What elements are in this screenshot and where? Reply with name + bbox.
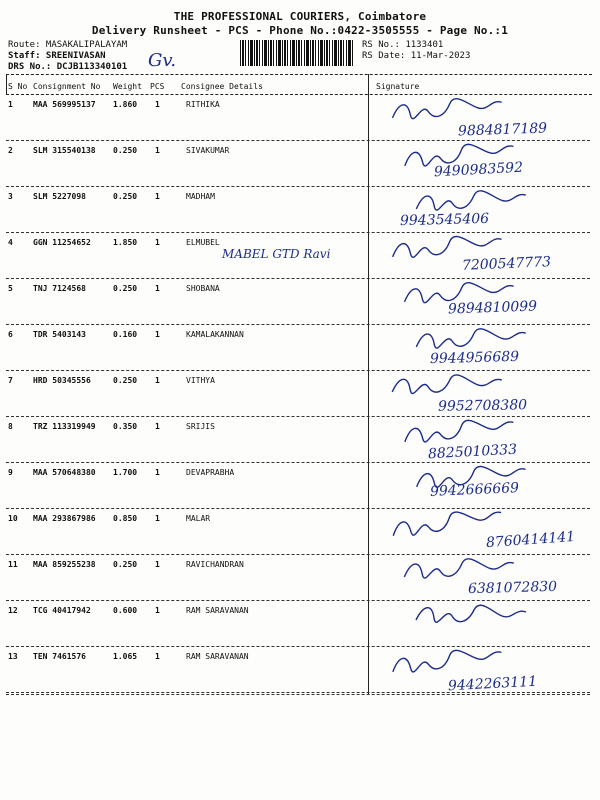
handwritten-phone: 9944956689 — [429, 348, 520, 368]
table-row — [0, 192, 600, 238]
pcs-cell: 1 — [155, 330, 160, 339]
pcs-cell: 1 — [155, 560, 160, 569]
handwritten-phone: 8825010333 — [427, 441, 518, 463]
consignment-cell: MAA 570648380 — [33, 468, 96, 477]
sno-cell: 8 — [8, 422, 13, 431]
consignment-cell: TNJ 7124568 — [33, 284, 86, 293]
pcs-cell: 1 — [155, 376, 160, 385]
pcs-cell: 1 — [155, 192, 160, 201]
weight-cell: 1.860 — [113, 100, 138, 109]
pcs-cell: 1 — [155, 284, 160, 293]
sno-cell: 3 — [8, 192, 13, 201]
col-weight: Weight — [113, 82, 142, 91]
sno-cell: 9 — [8, 468, 13, 477]
consignee-cell: ELMUBEL — [186, 238, 220, 247]
consignment-cell: MAA 569995137 — [33, 100, 96, 109]
pcs-cell: 1 — [155, 422, 160, 431]
weight-cell: 0.250 — [113, 560, 138, 569]
consignment-cell: SLM 5227098 — [33, 192, 86, 201]
sno-cell: 11 — [8, 560, 18, 569]
consignee-cell: SIVAKUMAR — [186, 146, 230, 155]
weight-cell: 0.250 — [113, 284, 138, 293]
consignee-cell: MADHAM — [186, 192, 215, 201]
consignee-cell: SRIJIS — [186, 422, 215, 431]
sno-cell: 1 — [8, 100, 13, 109]
consignee-cell: VITHYA — [186, 376, 215, 385]
row-divider — [6, 600, 590, 601]
rs-no-label: RS No.: 1133401 — [362, 40, 444, 50]
table-row — [0, 330, 600, 376]
sno-cell: 7 — [8, 376, 13, 385]
consignment-cell: SLM 315540138 — [33, 146, 96, 155]
signature-scribble — [387, 92, 509, 126]
pcs-cell: 1 — [155, 514, 160, 523]
row-divider — [6, 692, 590, 693]
staff-label: Staff: SREENIVASAN — [8, 51, 106, 61]
handwritten-phone: 9490983592 — [433, 159, 524, 181]
consignee-cell: SHOBANA — [186, 284, 220, 293]
weight-cell: 1.065 — [113, 652, 138, 661]
col-pcs: PCS — [150, 82, 165, 91]
handwritten-phone: 9884817189 — [457, 120, 548, 140]
table-row — [0, 606, 600, 652]
sno-cell: 4 — [8, 238, 13, 247]
sno-cell: 2 — [8, 146, 13, 155]
drs-label: DRS No.: DCJB113340101 — [8, 62, 128, 72]
handwritten-phone: 9942666669 — [429, 480, 520, 500]
pcs-cell: 1 — [155, 652, 160, 661]
table-row — [0, 652, 600, 698]
runsheet-title: THE PROFESSIONAL COURIERS, Coimbatore — [173, 10, 427, 23]
consignment-cell: TEN 7461576 — [33, 652, 86, 661]
handwritten-phone: 9943545406 — [399, 210, 490, 230]
col-signature: Signature — [376, 82, 420, 91]
signature-scribble — [388, 370, 509, 400]
pcs-cell: 1 — [155, 238, 160, 247]
consignment-cell: TRZ 113319949 — [33, 422, 96, 431]
weight-cell: 0.600 — [113, 606, 138, 615]
route-label: Route: MASAKALIPALAYAM — [8, 40, 128, 50]
left-border — [6, 74, 7, 94]
weight-cell: 0.350 — [113, 422, 138, 431]
consignee-cell: RAM SARAVANAN — [186, 652, 249, 661]
consignment-cell: MAA 859255238 — [33, 560, 96, 569]
pcs-cell: 1 — [155, 100, 160, 109]
consignee-cell: DEVAPRABHA — [186, 468, 235, 477]
handwritten-phone: 9952708380 — [437, 397, 528, 415]
sno-cell: 13 — [8, 652, 18, 661]
signature-scribble — [412, 602, 532, 628]
handwritten-phone: 9894810099 — [447, 298, 538, 318]
pcs-cell: 1 — [155, 146, 160, 155]
col-sno: S No — [8, 82, 28, 91]
weight-cell: 0.250 — [113, 192, 138, 201]
header-divider — [6, 74, 592, 75]
weight-cell: 1.850 — [113, 238, 138, 247]
bottom-divider — [6, 694, 590, 695]
handwritten-phone: 9442263111 — [447, 673, 538, 695]
consignment-cell: MAA 293867986 — [33, 514, 96, 523]
consignment-cell: GGN 11254652 — [33, 238, 91, 247]
col-consignee: Consignee Details — [181, 82, 263, 91]
table-row — [0, 560, 600, 606]
consignee-cell: RITHIKA — [186, 100, 220, 109]
weight-cell: 1.700 — [113, 468, 138, 477]
weight-cell: 0.250 — [113, 376, 138, 385]
handwritten-note: Gv. — [148, 50, 177, 71]
table-row — [0, 468, 600, 514]
handwritten-phone: 8760414141 — [485, 528, 576, 552]
barcode — [240, 40, 354, 66]
consignee-cell: MALAR — [186, 514, 211, 523]
runsheet-subtitle: Delivery Runsheet - PCS - Phone No.:0422-3505555 - Page No.:1 — [91, 24, 509, 37]
row4-handnote: MABEL GTD Ravi — [222, 247, 331, 261]
sno-cell: 6 — [8, 330, 13, 339]
weight-cell: 0.250 — [113, 146, 138, 155]
consignment-cell: TDR 5403143 — [33, 330, 86, 339]
sno-cell: 12 — [8, 606, 18, 615]
handwritten-phone: 7200547773 — [461, 254, 552, 274]
col-consignment: Consignment No — [33, 82, 101, 91]
sno-cell: 10 — [8, 514, 18, 523]
consignment-cell: TCG 40417942 — [33, 606, 91, 615]
consignee-cell: RAM SARAVANAN — [186, 606, 249, 615]
pcs-cell: 1 — [155, 606, 160, 615]
rs-date-label: RS Date: 11-Mar-2023 — [362, 51, 471, 61]
sno-cell: 5 — [8, 284, 13, 293]
weight-cell: 0.160 — [113, 330, 138, 339]
pcs-cell: 1 — [155, 468, 160, 477]
consignee-cell: KAMALAKANNAN — [186, 330, 244, 339]
handwritten-phone: 6381072830 — [467, 578, 558, 598]
consignment-cell: HRD 50345556 — [33, 376, 91, 385]
weight-cell: 0.850 — [113, 514, 138, 523]
consignee-cell: RAVICHANDRAN — [186, 560, 244, 569]
